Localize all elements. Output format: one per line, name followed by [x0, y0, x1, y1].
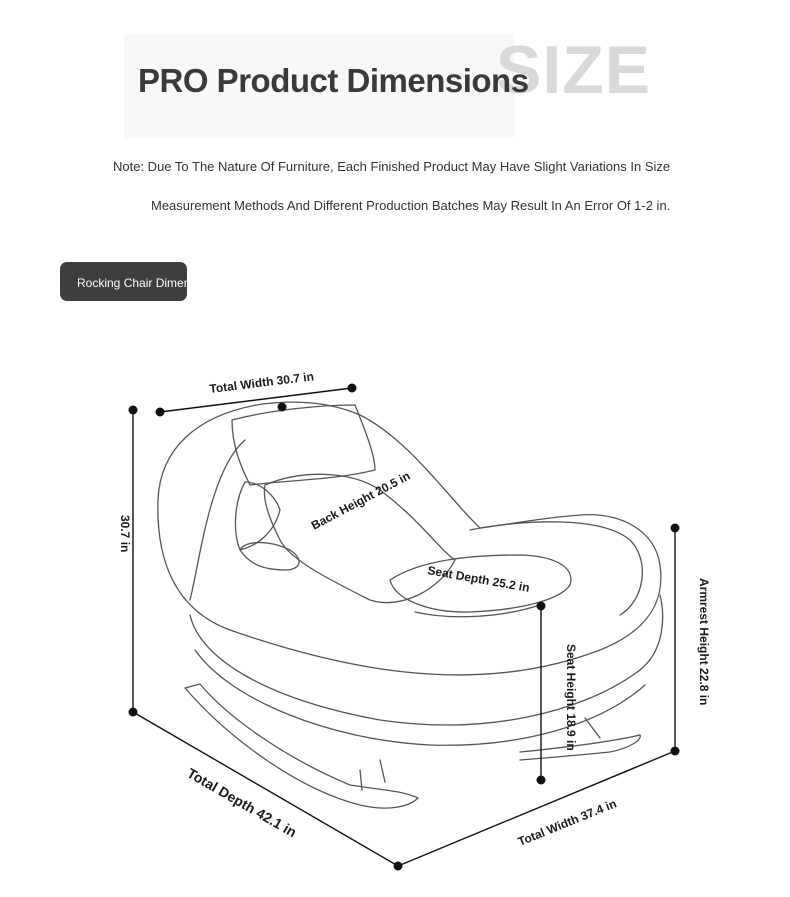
label-total-width-bottom: Total Width 37.4 in — [515, 796, 619, 849]
label-armrest-height: Armrest Height 22.8 in — [697, 578, 711, 706]
tab-label: Rocking Chair Dimensions — [77, 276, 219, 290]
label-total-width-top: Total Width 30.7 in — [208, 369, 315, 396]
point-height-bottom — [129, 708, 138, 717]
point-top-width-right — [348, 384, 357, 393]
note-line-1: Note: Due To The Nature Of Furniture, Each Finished Product May Have Slight Variations In Size — [113, 159, 671, 174]
point-front-bottom — [394, 862, 403, 871]
point-armrest-top — [671, 524, 680, 533]
page-title: PRO Product Dimensions — [138, 62, 529, 99]
point-seat-top — [537, 602, 546, 611]
dimension-points — [129, 384, 680, 871]
point-back-top — [278, 403, 287, 412]
label-total-depth: Total Depth 42.1 in — [184, 764, 300, 841]
point-top-width-left — [156, 408, 165, 417]
size-watermark: SIZE — [496, 32, 652, 108]
label-seat-depth: Seat Depth 25.2 in — [426, 563, 531, 595]
point-seat-bottom — [537, 776, 546, 785]
rocking-chair-illustration — [158, 402, 663, 808]
label-height-left: 30.7 in — [118, 515, 132, 553]
note-line-2: Measurement Methods And Different Production Batches May Result In An Error Of 1-2 in. — [151, 198, 671, 213]
point-height-top — [129, 406, 138, 415]
label-back-height: Back Height 20.5 in — [308, 468, 413, 533]
point-right-bottom — [671, 747, 680, 756]
label-seat-height: Seat Height 18.9 in — [564, 644, 578, 751]
